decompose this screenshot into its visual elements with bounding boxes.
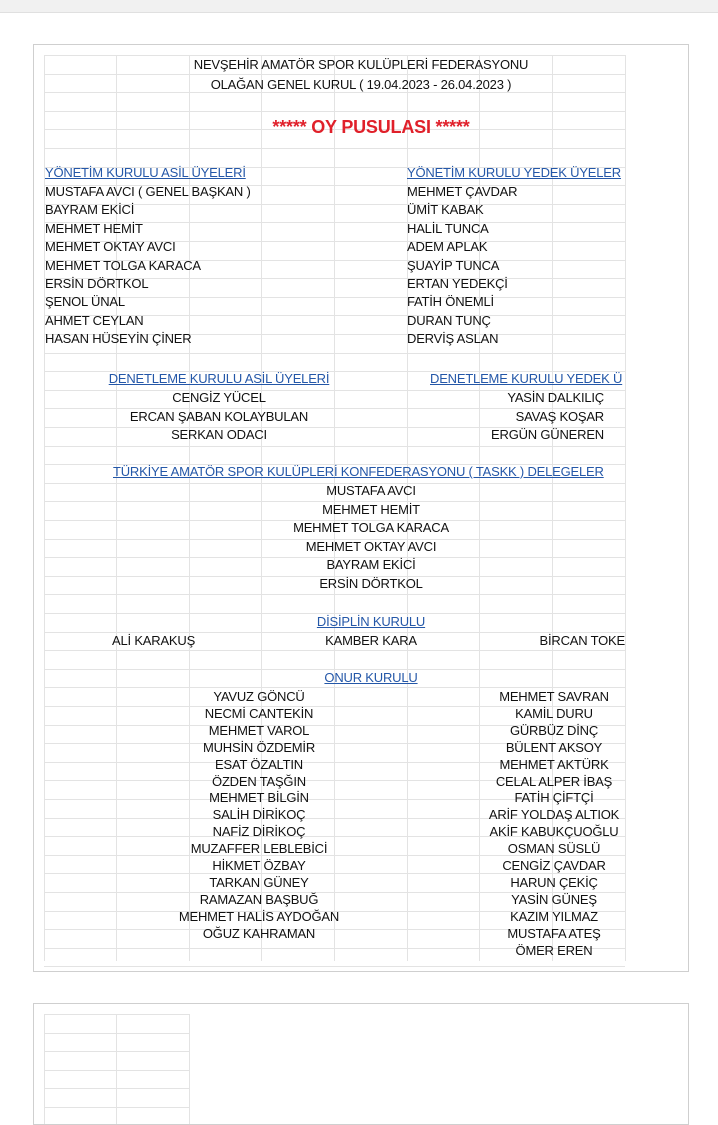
onur-right-member-3: GÜRBÜZ DİNÇ xyxy=(509,722,599,738)
onur-left-member-10: MUZAFFER LEBLEBİCİ xyxy=(190,841,328,857)
taskk-member-3: MEHMET TOLGA KARACA xyxy=(293,520,449,536)
denetleme-asil-member-2: ERCAN ŞABAN KOLAYBULAN xyxy=(129,408,309,424)
onur-right-member-10: OSMAN SÜSLÜ xyxy=(507,841,601,857)
taskk-title: TÜRKİYE AMATÖR SPOR KULÜPLERİ KONFEDERASYONU ( TASKK ) DELEGELER xyxy=(113,464,604,479)
denetleme-yedek-member-1: YASİN DALKILIÇ xyxy=(507,390,604,405)
app-top-bar xyxy=(0,0,718,13)
onur-right-member-11: CENGİZ ÇAVDAR xyxy=(502,858,606,873)
onur-left-member-11: HİKMET ÖZBAY xyxy=(212,858,306,873)
taskk-member-4: MEHMET OKTAY AVCI xyxy=(305,538,437,554)
onur-right-member-1: MEHMET SAVRAN xyxy=(499,689,609,704)
yonetim-asil-member-9: HASAN HÜSEYİN ÇİNER xyxy=(45,331,192,347)
onur-left-member-14: MEHMET HALİS AYDOĞAN xyxy=(178,908,340,924)
onur-title: ONUR KURULU xyxy=(324,670,418,685)
yonetim-asil-member-6: ERSİN DÖRTKOL xyxy=(45,276,149,291)
yonetim-asil-member-1: MUSTAFA AVCI ( GENEL BAŞKAN ) xyxy=(45,184,251,199)
taskk-member-6: ERSİN DÖRTKOL xyxy=(319,576,423,591)
onur-right-member-6: CELAL ALPER İBAŞ xyxy=(495,773,613,789)
onur-left-member-4: MUHSİN ÖZDEMİR xyxy=(202,739,316,755)
taskk-member-1: MUSTAFA AVCI xyxy=(326,483,416,498)
onur-left-member-12: TARKAN GÜNEY xyxy=(209,874,309,890)
disiplin-title: DİSİPLİN KURULU xyxy=(316,614,426,629)
yonetim-yedek-member-6: ERTAN YEDEKÇİ xyxy=(407,276,508,291)
onur-left-member-8: SALİH DİRİKOÇ xyxy=(212,807,306,823)
yonetim-yedek-member-2: ÜMİT KABAK xyxy=(407,202,484,218)
onur-right-member-7: FATİH ÇİFTÇİ xyxy=(514,790,594,806)
disiplin-member-1: ALİ KARAKUŞ xyxy=(112,633,196,648)
yonetim-asil-title: YÖNETİM KURULU ASİL ÜYELERİ xyxy=(45,165,246,180)
yonetim-asil-member-4: MEHMET OKTAY AVCI xyxy=(45,239,176,255)
yonetim-asil-member-7: ŞENOL ÜNAL xyxy=(45,294,125,310)
onur-right-member-14: KAZIM YILMAZ xyxy=(510,908,598,924)
yonetim-yedek-member-8: DURAN TUNÇ xyxy=(407,312,491,328)
onur-right-member-13: YASİN GÜNEŞ xyxy=(511,891,597,907)
yonetim-yedek-member-4: ADEM APLAK xyxy=(407,239,488,255)
onur-right-member-8: ARİF YOLDAŞ ALTIOK xyxy=(488,807,620,823)
denetleme-yedek-member-3: ERGÜN GÜNEREN xyxy=(491,427,604,442)
onur-right-member-2: KAMİL DURU xyxy=(515,705,593,721)
yonetim-yedek-member-9: DERVİŞ ASLAN xyxy=(407,331,499,347)
denetleme-yedek-member-2: SAVAŞ KOŞAR xyxy=(515,408,604,424)
assembly-title: OLAĞAN GENEL KURUL ( 19.04.2023 - 26.04.2023 ) xyxy=(210,77,512,92)
onur-left-member-3: MEHMET VAROL xyxy=(208,722,310,738)
onur-left-member-15: OĞUZ KAHRAMAN xyxy=(202,925,316,941)
onur-right-member-12: HARUN ÇEKİÇ xyxy=(510,874,598,890)
spreadsheet-page xyxy=(33,44,689,972)
onur-left-member-1: YAVUZ GÖNCÜ xyxy=(213,689,305,704)
denetleme-yedek-title: DENETLEME KURULU YEDEK Ü xyxy=(430,371,623,386)
denetleme-asil-member-3: SERKAN ODACI xyxy=(171,427,267,442)
yonetim-asil-member-2: BAYRAM EKİCİ xyxy=(45,202,135,218)
onur-left-member-2: NECMİ CANTEKİN xyxy=(204,705,314,721)
onur-right-member-5: MEHMET AKTÜRK xyxy=(499,756,609,772)
next-page xyxy=(33,1003,689,1125)
yonetim-yedek-member-3: HALİL TUNCA xyxy=(407,220,489,236)
onur-right-member-4: BÜLENT AKSOY xyxy=(505,739,603,755)
ballot-title: ***** OY PUSULASI ***** xyxy=(272,117,470,137)
onur-left-member-5: ESAT ÖZALTIN xyxy=(215,756,303,772)
yonetim-yedek-member-7: FATİH ÖNEMLİ xyxy=(407,294,494,310)
onur-left-member-9: NAFİZ DİRİKOÇ xyxy=(212,824,306,840)
yonetim-asil-member-8: AHMET CEYLAN xyxy=(45,312,144,328)
yonetim-asil-member-5: MEHMET TOLGA KARACA xyxy=(45,257,201,273)
yonetim-yedek-member-1: MEHMET ÇAVDAR xyxy=(407,184,518,199)
onur-right-member-16: ÖMER EREN xyxy=(515,942,593,958)
yonetim-yedek-title: YÖNETİM KURULU YEDEK ÜYELER xyxy=(407,165,621,180)
denetleme-asil-title: DENETLEME KURULU ASİL ÜYELERİ xyxy=(108,371,330,386)
disiplin-member-3: BİRCAN TOKE xyxy=(539,633,625,648)
onur-left-member-13: RAMAZAN BAŞBUĞ xyxy=(199,891,319,907)
onur-left-member-7: MEHMET BİLGİN xyxy=(209,790,309,806)
yonetim-yedek-member-5: ŞUAYİP TUNCA xyxy=(407,257,500,273)
onur-left-member-6: ÖZDEN TAŞĞIN xyxy=(212,773,306,789)
taskk-member-5: BAYRAM EKİCİ xyxy=(326,557,416,573)
disiplin-member-2: KAMBER KARA xyxy=(325,633,417,648)
federation-title: NEVŞEHİR AMATÖR SPOR KULÜPLERİ FEDERASYONU xyxy=(193,57,529,72)
yonetim-asil-member-3: MEHMET HEMİT xyxy=(45,220,143,236)
onur-right-member-9: AKİF KABUKÇUOĞLU xyxy=(489,824,619,840)
taskk-member-2: MEHMET HEMİT xyxy=(322,501,420,517)
onur-right-member-15: MUSTAFA ATEŞ xyxy=(507,925,601,941)
denetleme-asil-member-1: CENGİZ YÜCEL xyxy=(172,390,266,405)
